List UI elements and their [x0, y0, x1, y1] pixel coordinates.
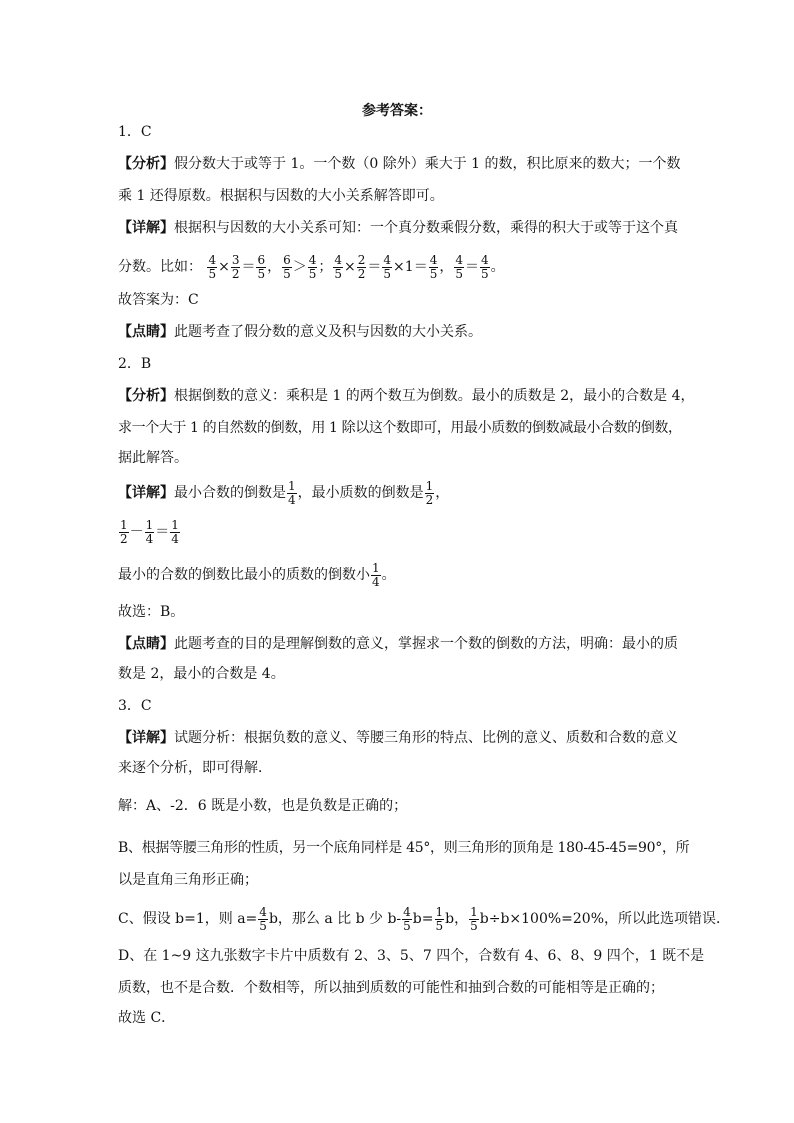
q2-answer: 故选：B。 [118, 604, 185, 620]
q1-answer: 故答案为：C [118, 292, 199, 308]
fraction: $\frac{4}{5}$ [259, 904, 267, 933]
fraction: $\frac{4}{5}$ [308, 252, 317, 281]
q3-solution-d-line-1: D、在 1~9 这九张数字卡片中质数有 2、3、5、7 四个，合数有 4、6、8、9 四个，1 既不是 [118, 948, 705, 964]
fraction: $\frac{4}{5}$ [429, 252, 438, 281]
fraction: $\frac{2}{2}$ [357, 252, 366, 281]
analysis-tag: 【分析】 [118, 388, 174, 404]
q1-analysis-line-2: 乘 1 还得原数。根据积与因数的大小关系解答即可。 [118, 188, 444, 204]
fraction: $\frac{1}{5}$ [435, 904, 444, 933]
fraction: $\frac{1}{5}$ [470, 904, 478, 933]
detail-tag: 【详解】 [118, 220, 174, 236]
q3-number: 3．C [118, 698, 152, 714]
q2-analysis-line-1: 【分析】根据倒数的意义：乘积是 1 的两个数互为倒数。最小的质数是 2，最小的合数是 4， [118, 388, 695, 404]
q3-solution-b-line-1: B、根据等腰三角形的性质，另一个底角同样是 45°，则三角形的顶角是 180-45-45=90°，所 [118, 840, 690, 856]
q1-detail-line-1 [118, 218, 688, 240]
fraction: $\frac{1}{4}$ [171, 517, 179, 546]
q2-comment-line-2: 数是 2，最小的合数是 4。 [118, 666, 285, 682]
q1-comment: 【点睛】此题考查了假分数的意义及积与因数的大小关系。 [118, 324, 482, 340]
fraction: $\frac{4}{5}$ [334, 252, 343, 281]
fraction: $\frac{6}{5}$ [283, 252, 291, 281]
detail-tag: 【详解】 [118, 730, 174, 746]
fraction: $\frac{1}{2}$ [425, 478, 434, 507]
comment-tag: 【点睛】 [118, 636, 174, 652]
q2-conclusion: 最小的合数的倒数比最小的质数的倒数小 $\frac{1}{4}$ 。 [118, 560, 396, 589]
q1-detail-line-2: 分数。比如： $\frac{4}{5}$ × $\frac{3}{2}$ ＝ $\frac{6}{5}$ ， $\frac{6}{5}$ ＞ $\frac{4}{5}$ ； $\frac{4}{5}$ × $\frac{2}{2}$ ＝ $\frac{4}{5}$ ×1＝ $\frac{4}{5}$ ， $\frac{4}{5}$ ＝ $\frac{4}{5}$ 。 [118, 252, 505, 281]
fraction: $\frac{4}{5}$ [480, 252, 489, 281]
q3-answer: 故选 C． [118, 1010, 176, 1026]
fraction: $\frac{1}{4}$ [288, 478, 296, 507]
q3-solution-a: 解：A、-2．6 既是小数，也是负数是正确的； [118, 798, 408, 814]
q3-detail-line-1: 【详解】试题分析：根据负数的意义、等腰三角形的特点、比例的意义、质数和合数的意义 [118, 730, 678, 746]
q1-number: 1．C [118, 124, 152, 140]
comment-tag: 【点睛】 [118, 324, 174, 340]
q2-comment-line-1: 【点睛】此题考查的目的是理解倒数的意义，掌握求一个数的倒数的方法，明确：最小的质 [118, 636, 678, 652]
fraction: $\frac{6}{5}$ [257, 252, 266, 281]
q3-detail-line-2: 来逐个分析，即可得解． [118, 760, 272, 776]
page-title: 参考答案： [362, 103, 432, 119]
q3-solution-b-line-2: 以是直角三角形正确； [118, 872, 258, 888]
q2-number: 2．B [118, 356, 152, 372]
q1-analysis-line-1 [118, 154, 688, 176]
fraction: $\frac{1}{4}$ [372, 560, 380, 589]
fraction: $\frac{4}{5}$ [208, 252, 217, 281]
q1-detail-text-1: 根据积与因数的大小关系可知：一个真分数乘假分数，乘得的积大于或等于这个真 [174, 220, 678, 236]
fraction: $\frac{4}{5}$ [403, 904, 411, 933]
fraction: $\frac{1}{4}$ [145, 517, 154, 546]
detail-tag: 【详解】 [118, 485, 174, 501]
q1-analysis-text-1: 假分数大于或等于 1。一个数（0 除外）乘大于 1 的数，积比原来的数大；一个数 [174, 156, 681, 172]
analysis-tag: 【分析】 [118, 156, 174, 172]
q2-analysis-line-3: 据此解答。 [118, 450, 188, 466]
fraction: $\frac{3}{2}$ [231, 252, 240, 281]
q2-equation: $\frac{1}{2}$ － $\frac{1}{4}$ ＝ $\frac{1}{4}$ [120, 517, 179, 546]
fraction: $\frac{4}{5}$ [455, 252, 463, 281]
q1-detail-text-2: 分数。比如： [118, 259, 202, 275]
q2-analysis-line-2: 求一个大于 1 的自然数的倒数，用 1 除以这个数即可，用最小质数的倒数减最小合数的倒数， [118, 420, 682, 436]
q2-detail-line-1: 【详解】最小合数的倒数是 $\frac{1}{4}$ ，最小质数的倒数是 $\frac{1}{2}$ ， [118, 478, 450, 507]
q3-solution-c: C、假设 b=1，则 a= $\frac{4}{5}$ b，那么 a 比 b 少 b- $\frac{4}{5}$ b= $\frac{1}{5}$ b， $\frac{1}{5}$ b÷b×100%=20%，所以此选项错误． [118, 904, 731, 933]
q3-solution-d-line-2: 质数，也不是合数．个数相等，所以抽到质数的可能性和抽到合数的可能相等是正确的； [118, 980, 664, 996]
fraction: $\frac{1}{2}$ [120, 517, 128, 546]
fraction: $\frac{4}{5}$ [383, 252, 392, 281]
